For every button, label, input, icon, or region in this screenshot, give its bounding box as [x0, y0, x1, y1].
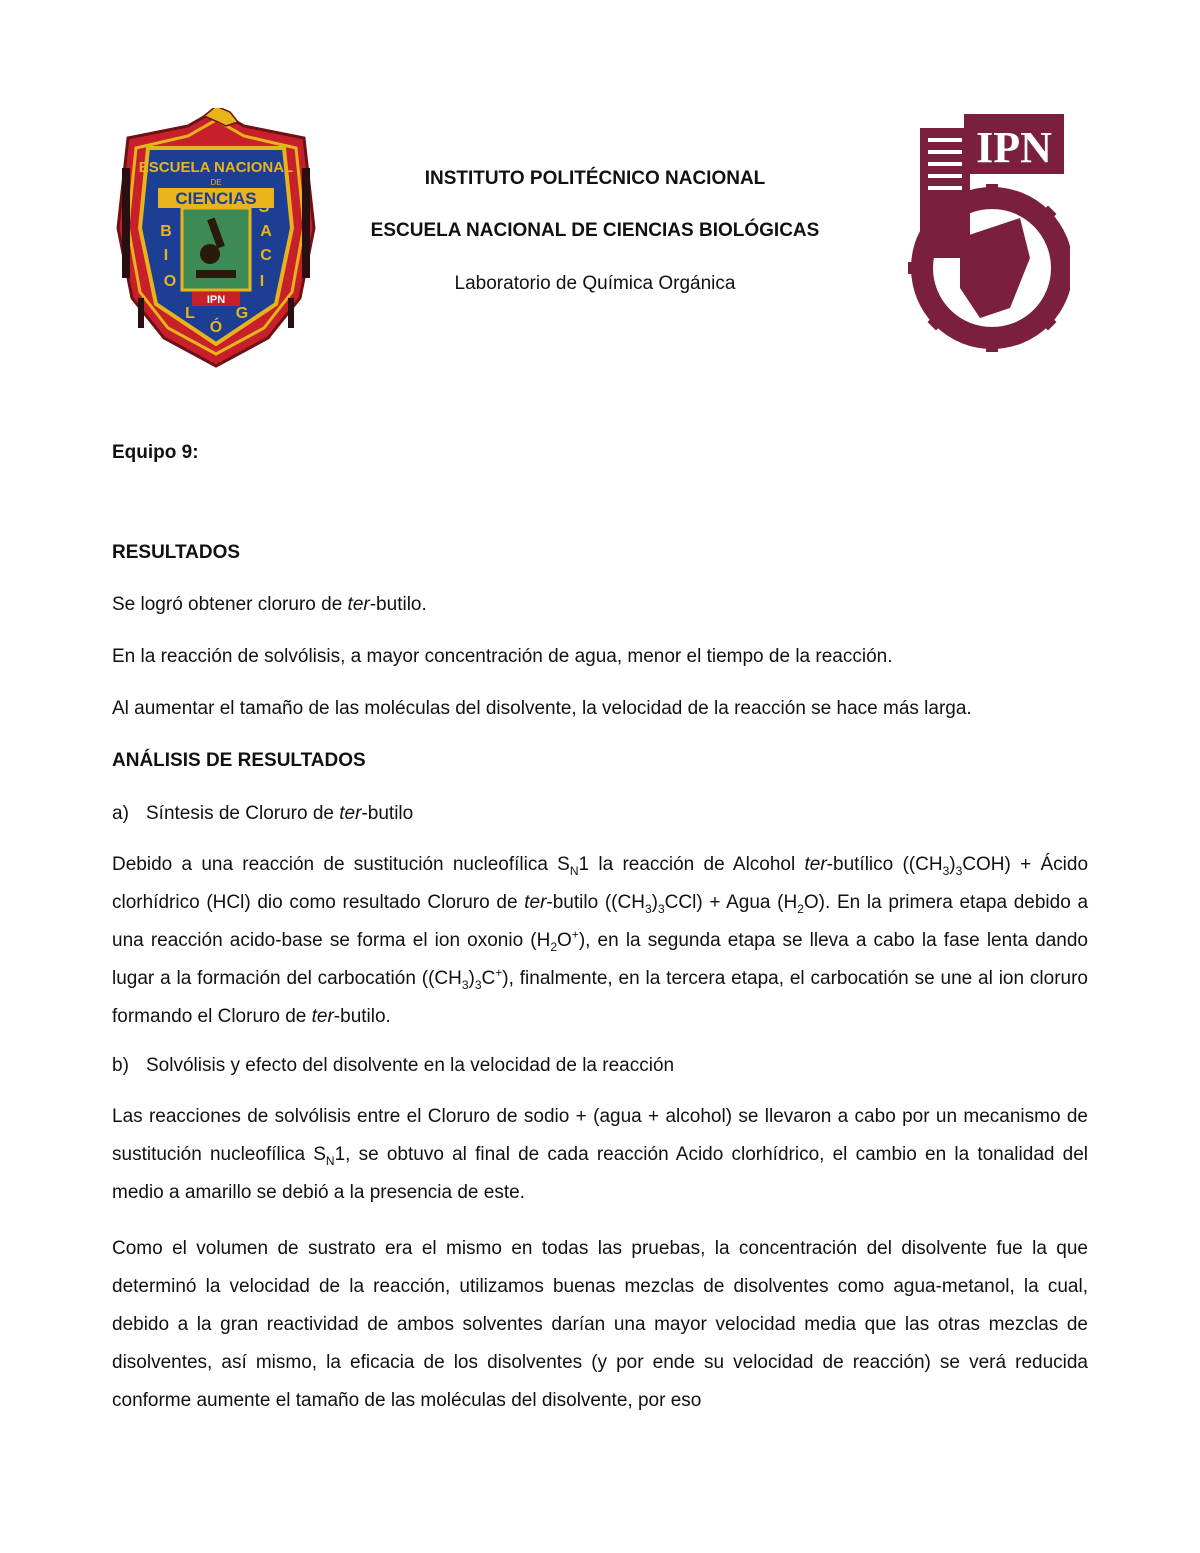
svg-text:C: C — [260, 247, 272, 264]
svg-text:A: A — [260, 223, 272, 240]
svg-text:IPN: IPN — [976, 123, 1052, 172]
section-a-title: a) Síntesis de Cloruro de ter-butilo — [112, 803, 414, 824]
analysis-paragraph-3: Como el volumen de sustrato era el mismo en todas las pruebas, la concentración del disolvente fue la que determinó la velocidad de la reacción, utilizamos buenas mezclas de disolventes como agua-metanol, la cual, debido a la gran reactividad de ambos solventes darían una mayor velocidad media que las otras mezclas de disolventes, así mismo, la eficacia de los disolventes (y por ende su velocidad de reacción) se verá reducida conforme aumente el tamaño de las moléculas del disolvente, por eso — [112, 1238, 1088, 1411]
svg-text:CIENCIAS: CIENCIAS — [175, 189, 257, 208]
svg-text:G: G — [235, 305, 249, 322]
svg-text:B: B — [160, 223, 172, 240]
lab-title: Laboratorio de Química Orgánica — [454, 273, 736, 294]
analysis-paragraph-2: Las reacciones de solvólisis entre el Cloruro de sodio + (agua + alcohol) se llevaron a cabo por un mecanismo de sustitución nucleofílica $S_N1$, se obtuvo al final de cada reacción Acido clorhídrico, el cambio en la tonalidad del medio a amarillo se debió a la presencia de este. — [112, 1106, 1088, 1203]
ipn-logo — [900, 108, 1070, 358]
svg-text:S: S — [258, 199, 270, 216]
institution-title: INSTITUTO POLITÉCNICO NACIONAL — [424, 168, 766, 189]
result-line-1: Se logró obtener cloruro de ter-butilo. — [112, 594, 427, 615]
results-heading: RESULTADOS — [112, 542, 241, 563]
result-line-2: En la reacción de solvólisis, a mayor concentración de agua, menor el tiempo de la reacción. — [112, 646, 893, 667]
svg-text:ESCUELA NACIONAL: ESCUELA NACIONAL — [138, 159, 294, 176]
svg-text:I: I — [163, 247, 169, 264]
svg-text:I: I — [259, 273, 265, 290]
result-line-3: Al aumentar el tamaño de las moléculas del disolvente, la velocidad de la reacción se hace más larga. — [112, 698, 972, 719]
analysis-paragraph-1: Debido a una reacción de sustitución nucleofílica $S_N1$ la reacción de Alcohol ter-butílico $((CH_3)_3COH)$ + Ácido clorhídrico (HCl) dio como resultado Cloruro de ter-butilo $((CH_3)_3CCl)$ + Agua $(H_2O)$. En la primera etapa debido a una reacción acido-base se forma el ion oxonio $(H_2O^+)$, en la segunda etapa se lleva a cabo la fase lenta dando lugar a la formación del carbocatión $((CH_3)_3C^+)$, finalmente, en la tercera etapa, el carbocatión se une al ion cloruro formando el Cloruro de ter-butilo. — [112, 854, 1089, 1027]
school-title: ESCUELA NACIONAL DE CIENCIAS BIOLÓGICAS — [370, 220, 820, 241]
svg-text:Ó: Ó — [209, 319, 223, 336]
svg-text:O: O — [163, 273, 177, 290]
encb-shield-logo — [108, 108, 324, 368]
section-b-title: b) Solvólisis y efecto del disolvente en la velocidad de la reacción — [112, 1055, 675, 1076]
svg-text:L: L — [185, 305, 195, 322]
svg-text:DE: DE — [210, 178, 222, 187]
analysis-heading: ANÁLISIS DE RESULTADOS — [112, 750, 366, 771]
svg-text:IPN: IPN — [206, 294, 226, 306]
team-label: Equipo 9: — [112, 442, 199, 463]
